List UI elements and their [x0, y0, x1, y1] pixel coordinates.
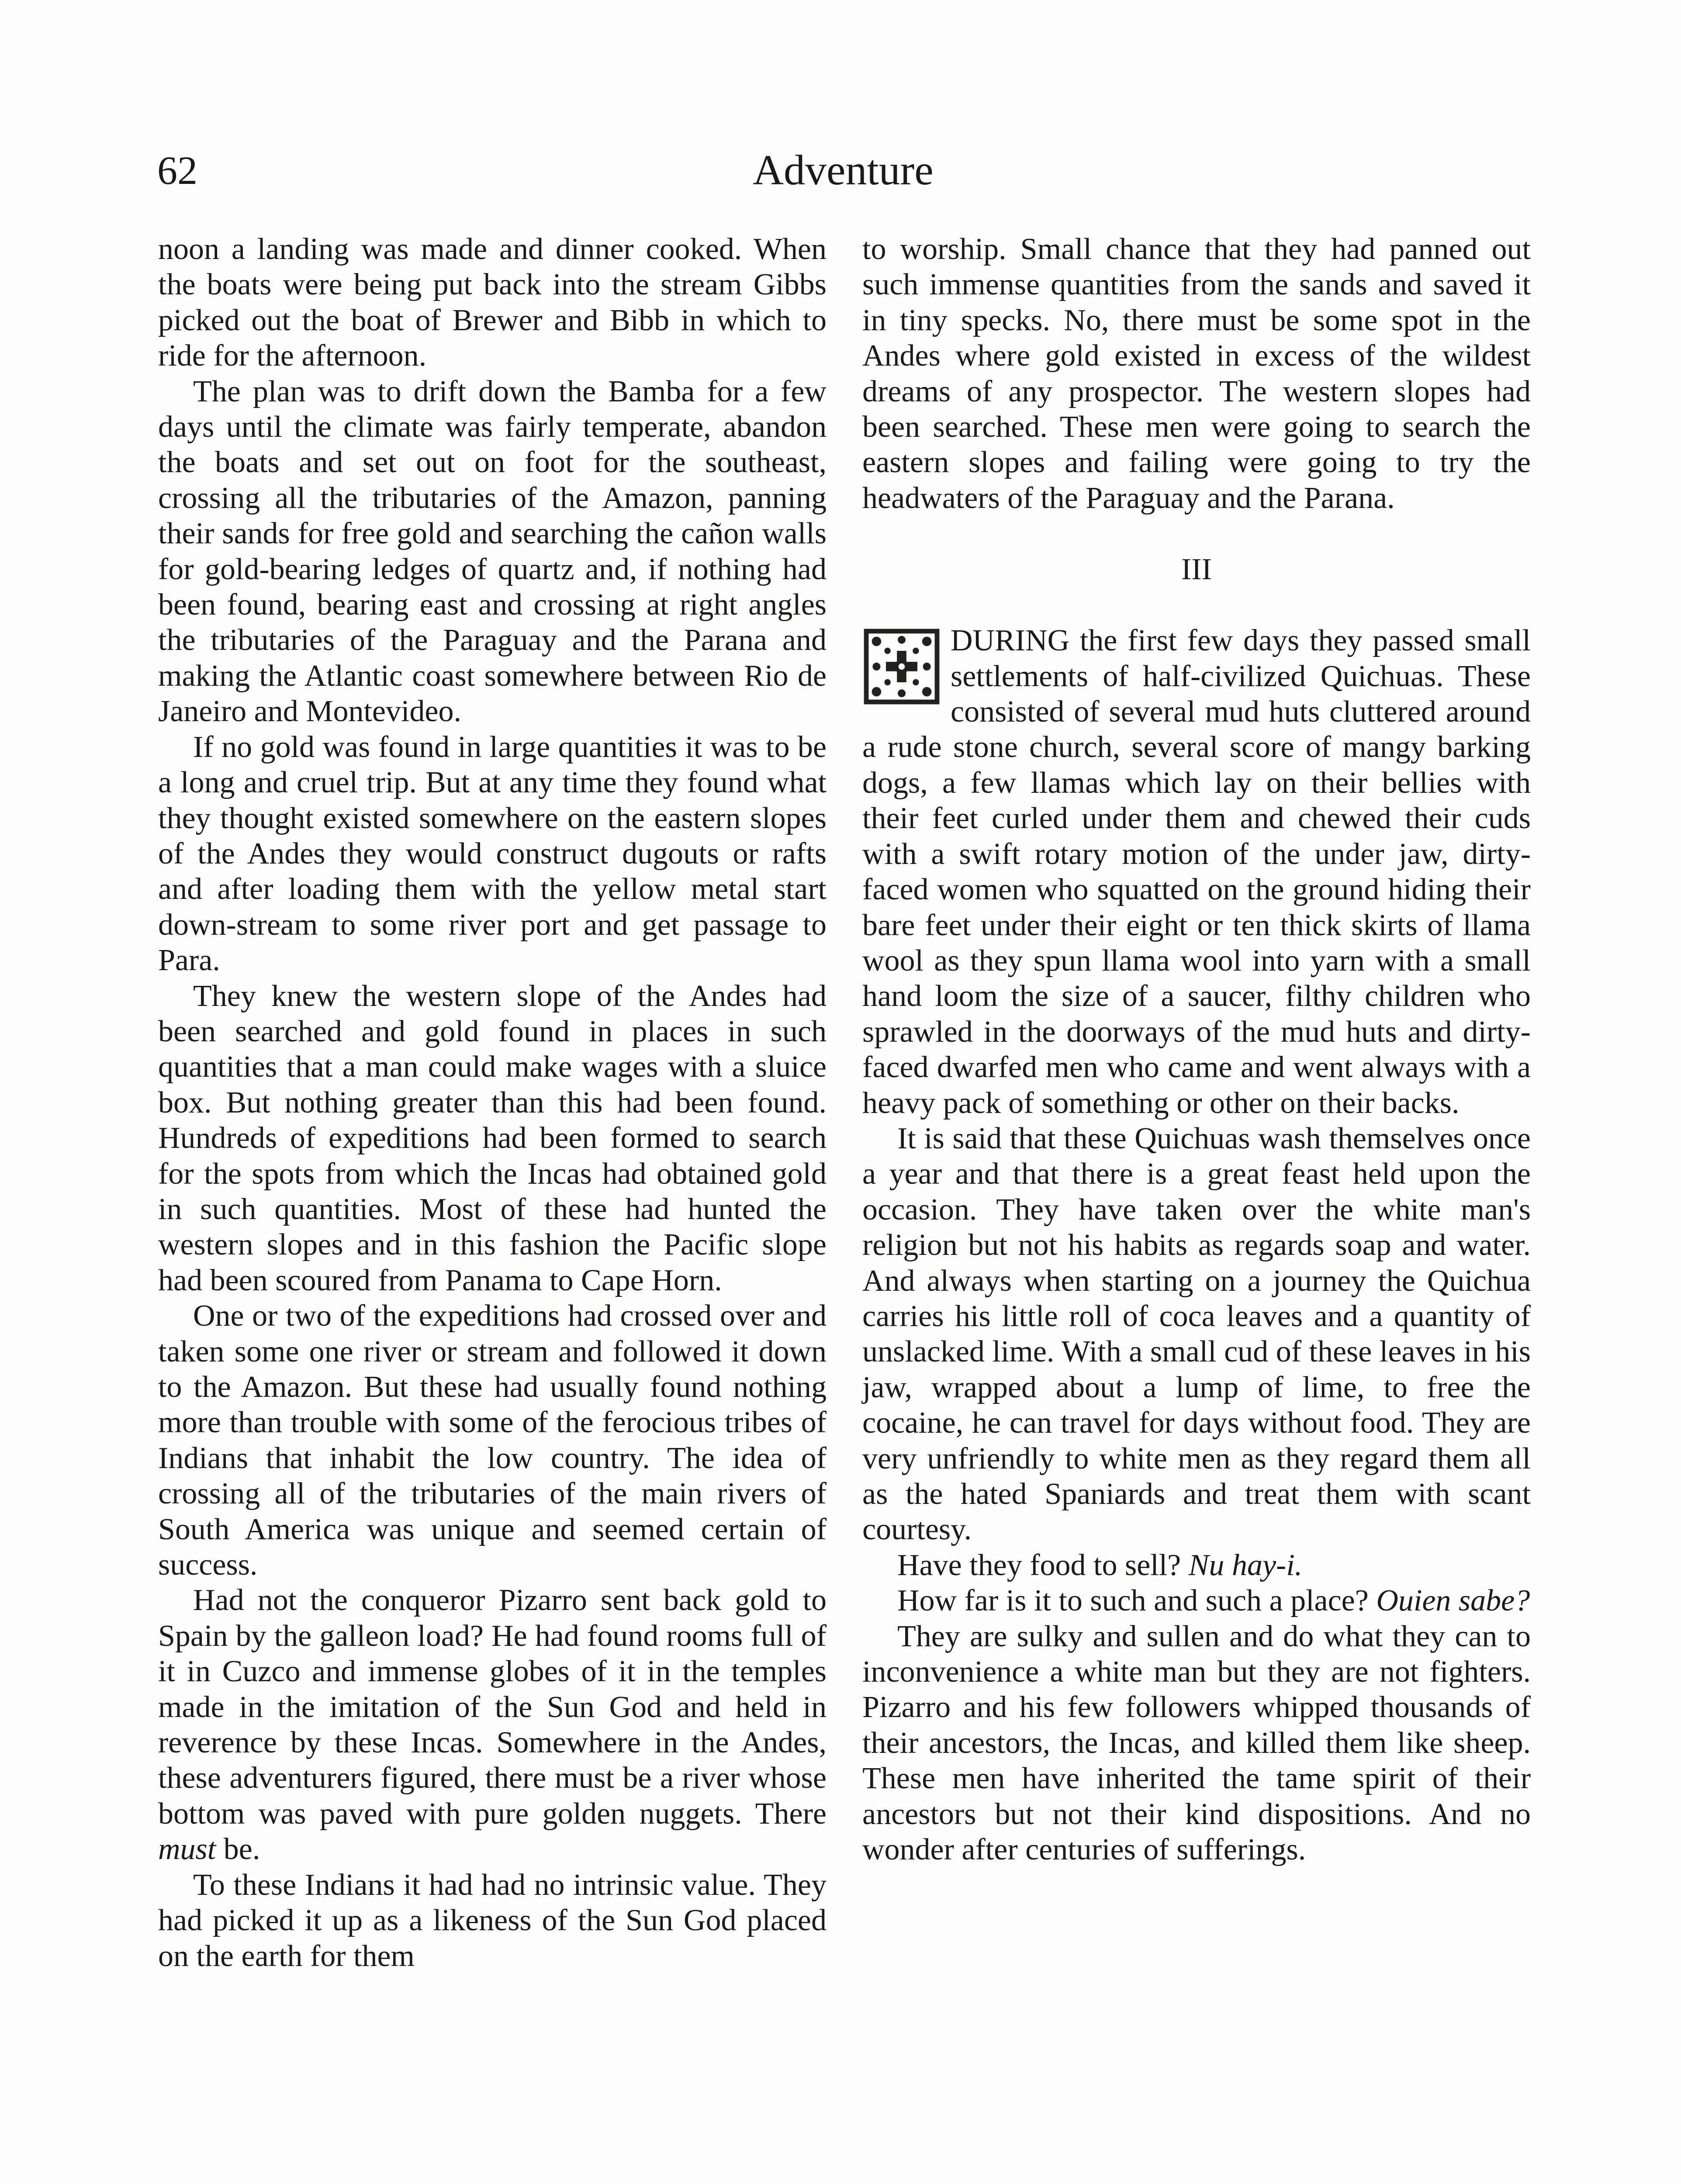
right-column: [862, 232, 1531, 1867]
text-run: Have they food to sell?: [897, 1548, 1189, 1582]
paragraph-with-ornament: [862, 623, 1531, 1121]
text-run: Had not the conqueror Pizarro sent back gold to Spain by the galleon load? He had found rooms full of it in Cuzco and immense globes of it in the temples made in the imitation of the Sun God and held in reverence by these Incas. Somewhere in the Andes, these adventurers figured, there must be a river whose bottom was paved with pure golden nuggets. There: [158, 1583, 827, 1831]
magazine-title: Adventure: [753, 147, 934, 194]
emphasis: Ouien sabe?: [1376, 1584, 1530, 1618]
left-column: [158, 232, 827, 1974]
paragraph: It is said that these Quichuas wash themselves once a year and that there is a great feast held upon the occasion. They have taken over the white man's religion but not his habits as regards soap and water. And always when starting on a journey the Quichua carries his little roll of coca leaves and a quantity of unslacked lime. With a small cud of these leaves in his jaw, wrapped about a lump of lime, to free the cocaine, he can travel for days without food. They are very unfriendly to white men as they regard them all as the hated Spaniards and treat them with scant courtesy.: [862, 1121, 1531, 1547]
text-run: How far is it to such and such a place?: [897, 1584, 1377, 1618]
running-head: [157, 144, 1529, 197]
paragraph: to worship. Small chance that they had panned out such immense quantities from the sands and saved it in tiny specks. No, there must be some spot in the Andes where gold existed in excess of the wildest dreams of any prospector. The western slopes had been searched. These men were going to search the eastern slopes and failing were going to try the headwaters of the Paraguay and the Parana.: [862, 232, 1531, 515]
text-run: the first few days they passed small settlements of half-civilized Quichuas. These consisted of several mud huts cluttered around a rude stone church, several score of mangy barking dogs, a few llamas which lay on their bellies with their feet curled under them and chewed their cuds with a swift rotary motion of the under jaw, dirty-faced women who squatted on the ground hiding their bare feet under their eight or ten thick skirts of llama wool as they spun llama wool into yarn with a small hand loom the size of a saucer, filthy children who sprawled in the doorways of the mud huts and dirty-faced dwarfed men who came and went always with a heavy pack of something or other on their backs.: [862, 624, 1531, 1120]
decorative-ornament-icon: [862, 627, 941, 706]
emphasis: Nu hay-i.: [1188, 1548, 1303, 1582]
text-run: be.: [216, 1832, 260, 1866]
paragraph: [862, 1548, 1531, 1583]
paragraph: One or two of the expeditions had crossed over and taken some one river or stream and followed it down to the Amazon. But these had usually found nothing more than trouble with some of the ferocious tribes of Indians that inhabit the low country. The idea of crossing all of the tributaries of the main rivers of South America was unique and seemed certain of success.: [158, 1299, 827, 1582]
paragraph: The plan was to drift down the Bamba for a few days until the climate was fairly temperate, abandon the boats and set out on foot for the southeast, crossing all the tributaries of the Amazon, panning their sands for free gold and searching the cañon walls for gold-bearing ledges of quartz and, if nothing had been found, bearing east and crossing at right angles the tributaries of the Paraguay and the Parana and making the Atlantic coast somewhere between Rio de Janeiro and Montevideo.: [158, 374, 827, 729]
paragraph: [862, 1583, 1531, 1618]
section-number: III: [1181, 553, 1212, 587]
paragraph: They knew the western slope of the Andes had been searched and gold found in places in such quantities that a man could make wages with a sluice box. But nothing greater than this had been found. Hundreds of expeditions had been formed to search for the spots from which the Incas had obtained gold in such quantities. Most of these had hunted the western slopes and in this fashion the Pacific slope had been scoured from Panama to Cape Horn.: [158, 979, 827, 1297]
paragraph: [158, 1583, 827, 1867]
paragraph: To these Indians it had had no intrinsic value. They had picked it up as a likeness of the Sun God placed on the earth for them: [158, 1868, 827, 1973]
emphasis: must: [158, 1832, 216, 1866]
lead-word: DURING: [951, 624, 1070, 658]
paragraph: They are sulky and sullen and do what they can to inconvenience a white man but they are not fighters. Pizarro and his few followers whipped thousands of their ancestors, the Incas, and killed them like sheep. These men have inherited the tame spirit of their ancestors but not their kind dispositions. And no wonder after centuries of sufferings.: [862, 1619, 1531, 1867]
page-number: 62: [157, 148, 197, 193]
paragraph: If no gold was found in large quantities it was to be a long and cruel trip. But at any time they found what they thought existed somewhere on the eastern slopes of the Andes they would construct dugouts or rafts and after loading them with the yellow metal start down-stream to some river port and get passage to Para.: [158, 730, 827, 978]
paragraph: noon a landing was made and dinner cooked. When the boats were being put back into the stream Gibbs picked out the boat of Brewer and Bibb in which to ride for the afternoon.: [158, 232, 827, 373]
